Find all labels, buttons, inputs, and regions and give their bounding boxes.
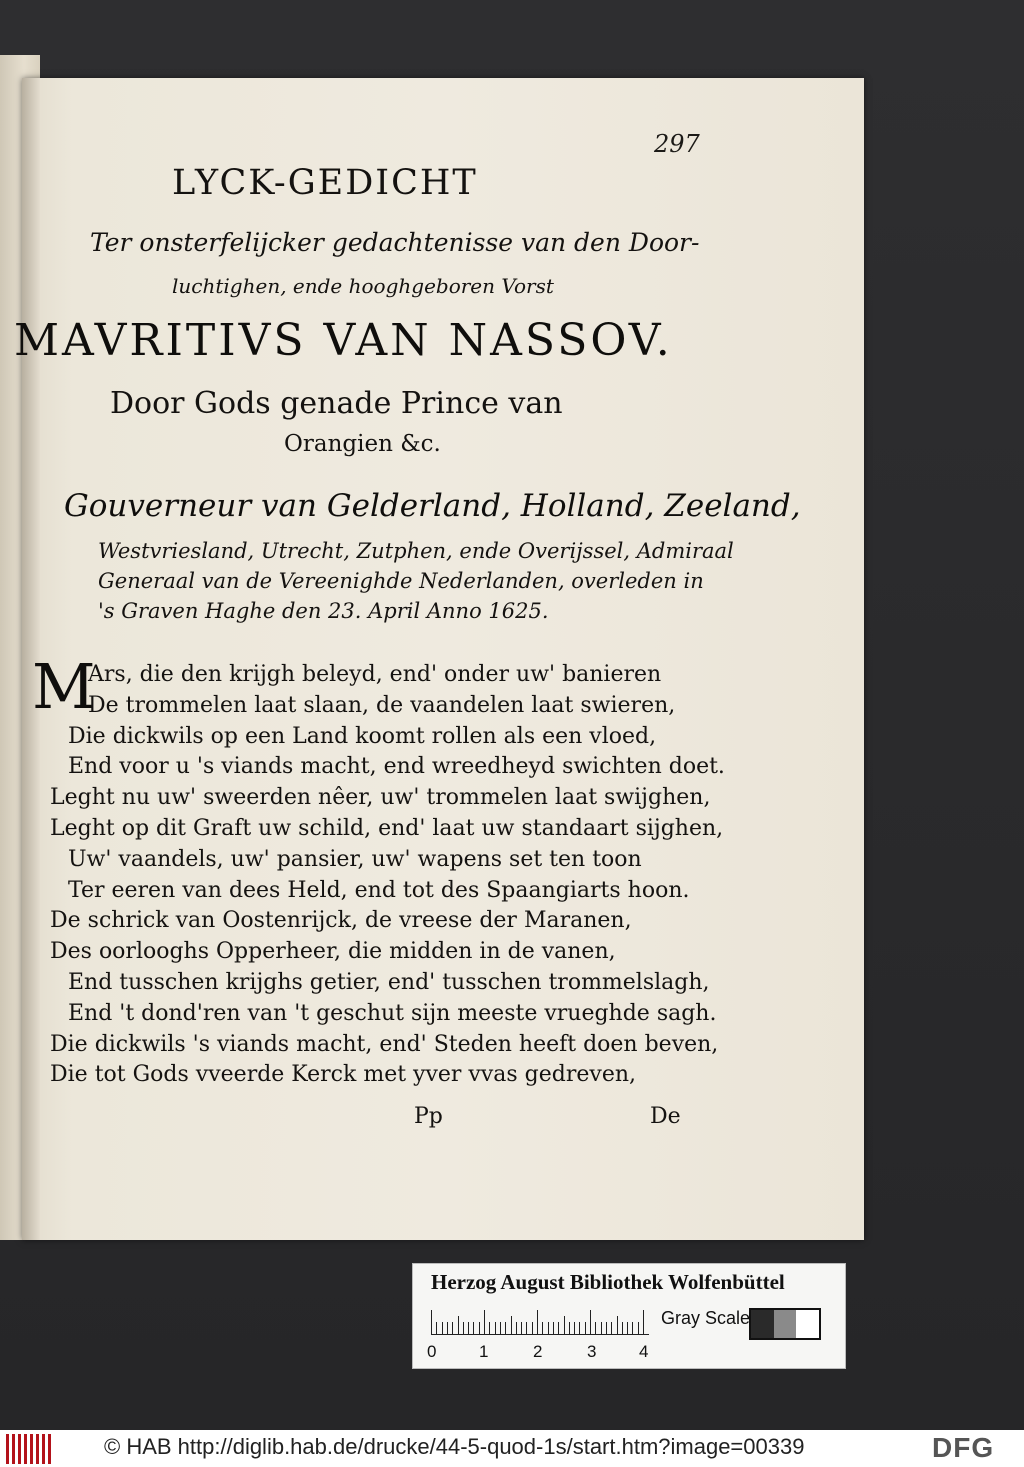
viewer-footer <box>0 1430 1024 1467</box>
poem-line: Ter eeren van dees Held, end tot des Spaangiarts hoon. <box>68 877 690 903</box>
scale-number: 3 <box>587 1342 597 1361</box>
gray-swatch <box>796 1310 819 1338</box>
ruler-tick <box>458 1316 459 1334</box>
poem-line: Uw' vaandels, uw' pansier, uw' wapens set ten toon <box>68 846 642 872</box>
subtitle-line-1: Door Gods genade Prince van <box>110 386 563 421</box>
ruler-tick <box>632 1322 633 1334</box>
subtitle-line-2: Orangien &c. <box>284 431 441 457</box>
ruler-tick <box>569 1322 570 1334</box>
ruler-tick <box>516 1322 517 1334</box>
ruler-tick <box>590 1310 591 1334</box>
ruler-tick <box>452 1322 453 1334</box>
ruler-tick <box>601 1322 602 1334</box>
ruler-tick <box>537 1310 538 1334</box>
ruler-tick <box>564 1316 565 1334</box>
gray-swatch <box>774 1310 797 1338</box>
description-line: Generaal van de Vereenighde Nederlanden, overleden in <box>98 569 704 593</box>
ruler-tick <box>500 1322 501 1334</box>
gray-scale-label: Gray Scale <box>661 1308 751 1328</box>
ruler-tick <box>606 1322 607 1334</box>
poem-line: Des oorlooghs Opperheer, die midden in de vanen, <box>50 939 616 965</box>
ruler-tick <box>532 1322 533 1334</box>
ruler-tick <box>479 1322 480 1334</box>
hab-logo-icon <box>6 1434 52 1464</box>
ruler-tick <box>638 1322 639 1334</box>
poem-line: End tusschen krijghs getier, end' tusschen trommelslagh, <box>68 969 710 995</box>
ruler-tick <box>473 1322 474 1334</box>
poem-line: Die tot Gods vveerde Kerck met yver vvas gedreven, <box>50 1062 637 1088</box>
ruler-tick <box>611 1322 612 1334</box>
ruler-tick <box>643 1310 644 1334</box>
description-block <box>98 536 798 626</box>
poem-line: Ars, die den krijgh beleyd, end' onder uw' banieren <box>88 662 662 687</box>
ruler-tick <box>442 1322 443 1334</box>
description-line: Westvriesland, Utrecht, Zutphen, ende Overijssel, Admiraal <box>98 539 734 563</box>
scale-number: 1 <box>479 1342 489 1361</box>
poem-line: Leght nu uw' sweerden nêer, uw' trommelen laat swijghen, <box>50 785 711 811</box>
gray-swatch <box>751 1310 774 1338</box>
page-number: 297 <box>654 130 700 158</box>
poem-line: Leght op dit Graft uw schild, end' laat uw standaart sijghen, <box>50 815 724 841</box>
ruler-tick <box>431 1310 432 1334</box>
ruler-tick <box>436 1322 437 1334</box>
description-line: 's Graven Haghe den 23. April Anno 1625. <box>98 599 549 623</box>
color-reference-card <box>412 1263 846 1369</box>
ruler-tick <box>526 1322 527 1334</box>
ruler-tick <box>542 1322 543 1334</box>
ruler-tick <box>574 1322 575 1334</box>
poem-line: Die dickwils 's viands macht, end' Steden heeft doen beven, <box>50 1031 719 1057</box>
ruler-tick <box>505 1322 506 1334</box>
ruler-tick <box>489 1322 490 1334</box>
poem-title: LYCK-GEDICHT <box>172 163 478 203</box>
signature-mark: Pp <box>414 1104 443 1129</box>
poem-line: End voor u 's viands macht, end wreedheyd swichten doet. <box>68 754 725 780</box>
ruler-tick <box>468 1322 469 1334</box>
ruler-tick <box>463 1322 464 1334</box>
ruler-tick <box>617 1316 618 1334</box>
ruler-tick <box>579 1322 580 1334</box>
ruler-tick <box>484 1310 485 1334</box>
poem-line: De schrick van Oostenrijck, de vreese der Maranen, <box>50 908 632 934</box>
ruler-tick <box>585 1322 586 1334</box>
card-title: Herzog August Bibliothek Wolfenbüttel <box>431 1270 785 1294</box>
ruler-tick <box>521 1322 522 1334</box>
dedication-line-1: Ter onsterfelijcker gedachtenisse van den Door- <box>90 228 700 257</box>
poem-line: End 't dond'ren van 't geschut sijn meeste vrueghde sagh. <box>68 1000 717 1026</box>
poem-line: Die dickwils op een Land koomt rollen als een vloed, <box>68 723 657 749</box>
copyright-url[interactable]: © HAB http://diglib.hab.de/drucke/44-5-quod-1s/start.htm?image=00339 <box>104 1434 805 1459</box>
ruler-tick <box>627 1322 628 1334</box>
ruler-tick <box>548 1322 549 1334</box>
ruler-tick <box>553 1322 554 1334</box>
scale-number: 0 <box>427 1342 437 1361</box>
book-page <box>14 78 864 1240</box>
ruler-tick <box>622 1322 623 1334</box>
poem-body <box>16 660 776 1091</box>
poem-line: De trommelen laat slaan, de vaandelen laat swieren, <box>88 692 676 718</box>
scale-ruler <box>431 1308 649 1335</box>
ruler-tick <box>495 1322 496 1334</box>
ruler-tick <box>447 1322 448 1334</box>
governor-line: Gouverneur van Gelderland, Holland, Zeeland, <box>64 488 801 524</box>
scale-number: 4 <box>639 1342 649 1361</box>
catchword: De <box>650 1104 681 1129</box>
ruler-tick <box>511 1316 512 1334</box>
subject-name: MAVRITIVS VAN NASSOV. <box>14 315 673 366</box>
gray-scale-swatches <box>749 1308 821 1340</box>
ruler-tick <box>595 1322 596 1334</box>
drop-cap: M <box>32 650 96 723</box>
scale-number: 2 <box>533 1342 543 1361</box>
ruler-tick <box>558 1322 559 1334</box>
dedication-line-2: luchtighen, ende hooghgeboren Vorst <box>172 274 554 298</box>
dfg-logo: DFG <box>932 1432 995 1463</box>
